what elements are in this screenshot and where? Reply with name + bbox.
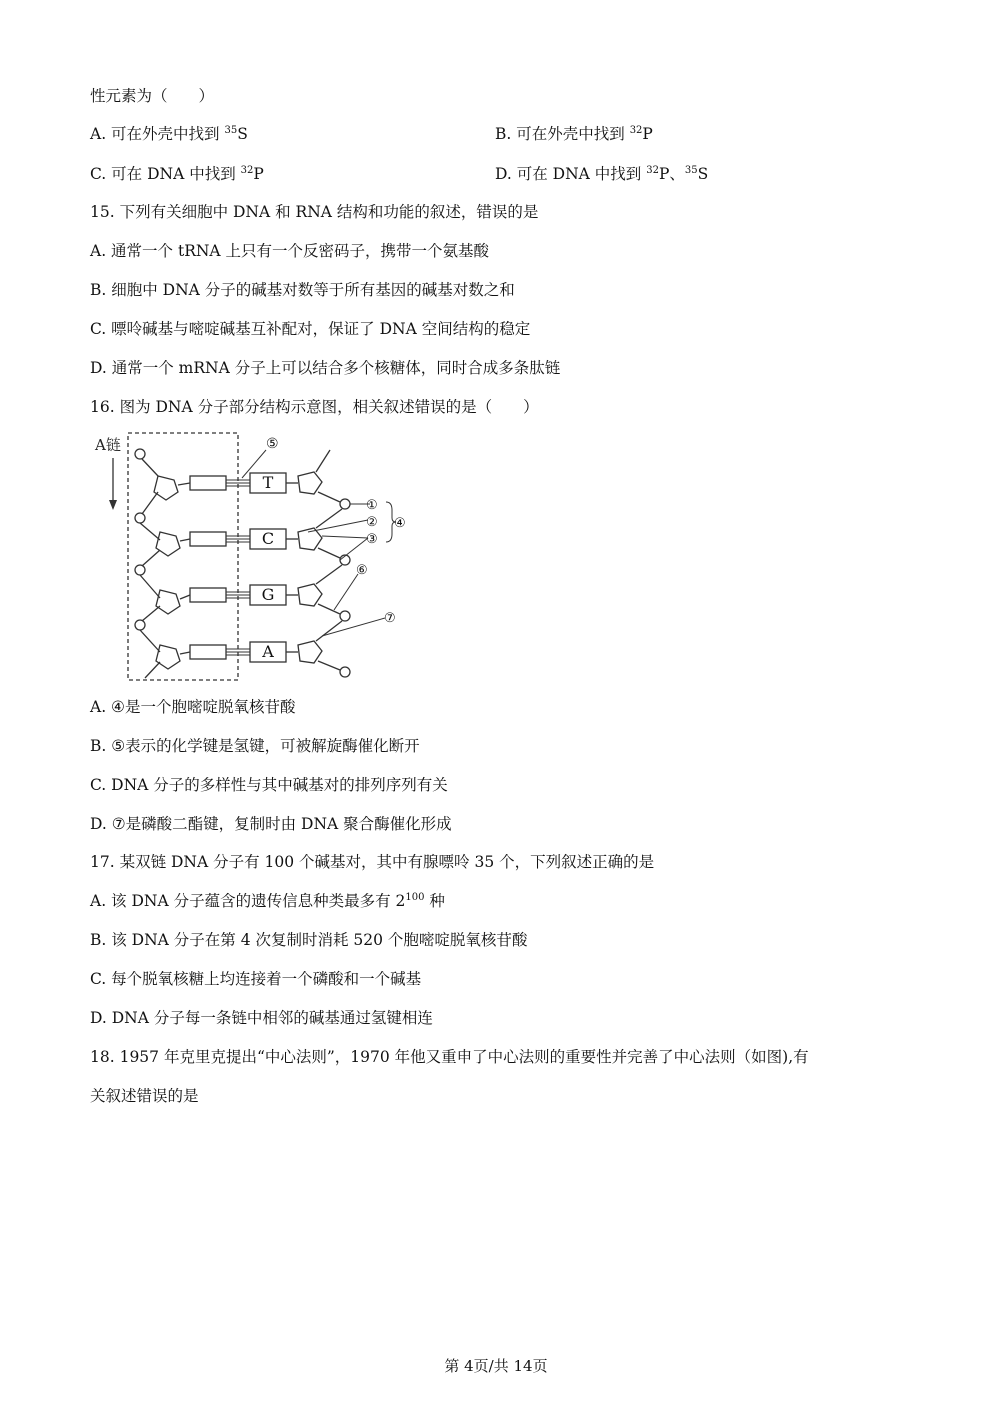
q15-option-a: A. 通常一个 tRNA 上只有一个反密码子，携带一个氨基酸 (90, 242, 490, 260)
marker-6: ⑥ (356, 563, 368, 578)
q16-option-c: C. DNA 分子的多样性与其中碱基对的排列序列有关 (90, 776, 448, 794)
base-g: G (261, 585, 275, 604)
marker-5: ⑤ (266, 436, 279, 452)
q15-option-b: B. 细胞中 DNA 分子的碱基对数等于所有基因的碱基对数之和 (90, 281, 515, 299)
q18-stem-line1: 18. 1957 年克里克提出“中心法则”，1970 年他又重申了中心法则的重要性并完善了中心法则（如图),有 (90, 1048, 809, 1066)
base-a: A (262, 642, 274, 661)
q16-option-d: D. ⑦是磷酸二酯键，复制时由 DNA 聚合酶催化形成 (90, 815, 452, 833)
q14-option-c: C. 可在 DNA 中找到 $^{32}$P (90, 165, 264, 183)
q16-option-b: B. ⑤表示的化学键是氢键，可被解旋酶催化断开 (90, 737, 420, 755)
base-t: T (262, 473, 274, 492)
q17-option-c: C. 每个脱氧核糖上均连接着一个磷酸和一个碱基 (90, 970, 422, 988)
marker-1: ① (366, 498, 378, 513)
marker-7: ⑦ (384, 611, 396, 626)
q17-option-b: B. 该 DNA 分子在第 4 次复制时消耗 520 个胞嘧啶脱氧核苷酸 (90, 931, 528, 949)
marker-4: ④ (394, 516, 406, 531)
q16-option-a: A. ④是一个胞嘧啶脱氧核苷酸 (90, 698, 296, 716)
q15-stem: 15. 下列有关细胞中 DNA 和 RNA 结构和功能的叙述，错误的是 (90, 203, 539, 221)
q14-stem-tail: 性元素为（ ） (90, 87, 215, 105)
q14-option-d: D. 可在 DNA 中找到 $^{32}$P、$^{35}$S (495, 165, 709, 183)
nucleotide-chain-box (128, 433, 238, 680)
marker-2: ② (366, 515, 378, 530)
page-footer: 第 4页/共 14页 (444, 1357, 548, 1375)
q14-option-b: B. 可在外壳中找到 $^{32}$P (495, 125, 653, 143)
q14-option-a: A. 可在外壳中找到 $^{35}$S (90, 125, 248, 143)
q17-option-a: A. 该 DNA 分子蕴含的遗传信息种类最多有 $2^{100}$ 种 (90, 892, 445, 910)
q17-option-d: D. DNA 分子每一条链中相邻的碱基通过氢键相连 (90, 1009, 433, 1027)
base-c: C (261, 529, 275, 548)
q18-stem-line2: 关叙述错误的是 (90, 1087, 199, 1105)
right-nucleotides (286, 472, 322, 663)
q16-stem: 16. 图为 DNA 分子部分结构示意图，相关叙述错误的是（ ） (90, 398, 539, 416)
dna-structure-diagram (90, 430, 420, 685)
right-bases (250, 473, 286, 662)
marker-3: ③ (366, 532, 378, 547)
q15-option-d: D. 通常一个 mRNA 分子上可以结合多个核糖体，同时合成多条肽链 (90, 359, 561, 377)
q15-option-c: C. 嘌呤碱基与嘧啶碱基互补配对，保证了 DNA 空间结构的稳定 (90, 320, 531, 338)
q17-stem: 17. 某双链 DNA 分子有 100 个碱基对，其中有腺嘌呤 35 个，下列叙述正确的是 (90, 853, 655, 871)
left-nucleotides (154, 476, 226, 669)
chain-label: A链 (95, 436, 121, 454)
